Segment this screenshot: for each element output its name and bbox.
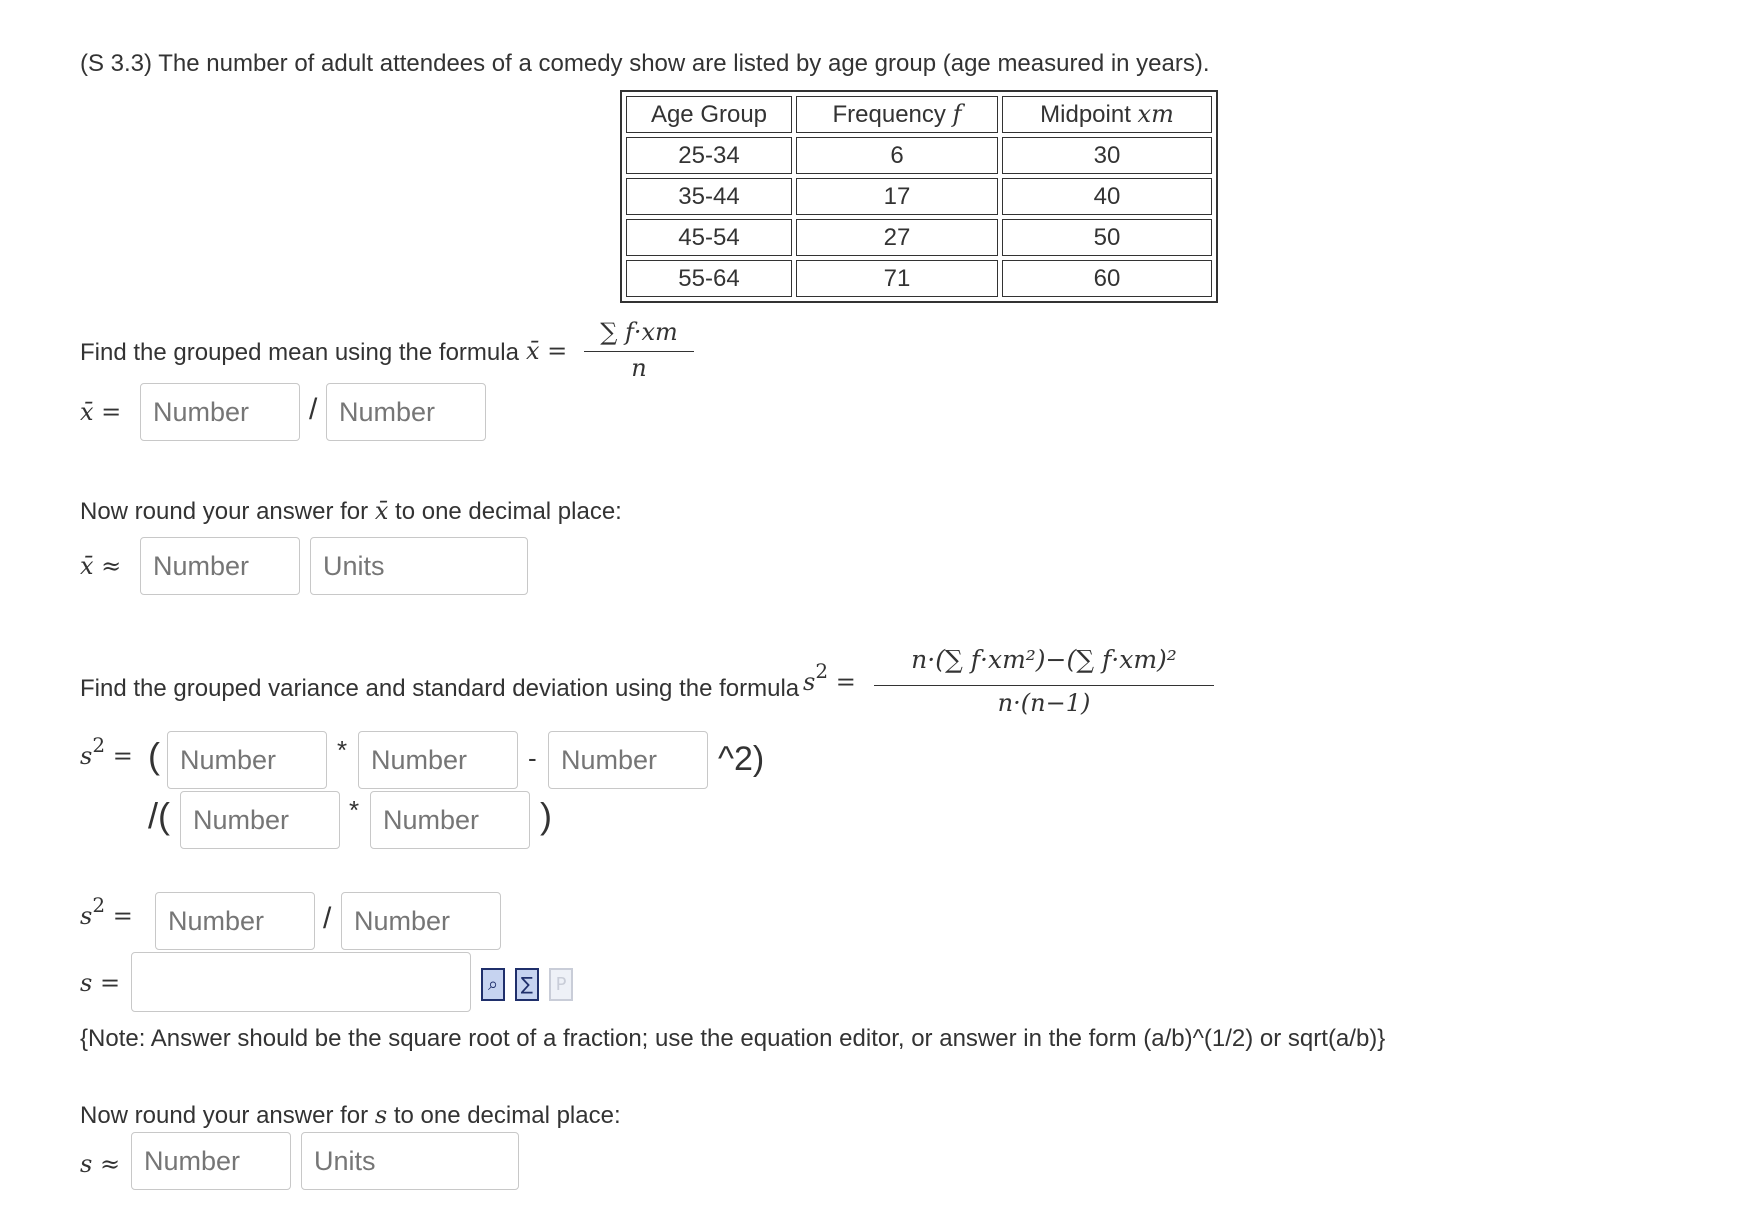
- approx-mean-lhs: x̄ ≈: [80, 552, 122, 580]
- cell-frequency: 27: [796, 219, 998, 256]
- table-row: [626, 219, 1212, 256]
- rounded-s-units-input[interactable]: [301, 1132, 519, 1190]
- variance-prompt: Find the grouped variance and standard deviation using the formula: [80, 675, 800, 702]
- rounded-mean-input[interactable]: [140, 537, 300, 595]
- approx-s-lhs: s ≈: [80, 1150, 121, 1178]
- divide-open: /(: [148, 795, 170, 836]
- power-close: ^2): [718, 740, 765, 778]
- cell-frequency: 71: [796, 260, 998, 297]
- cell-midpoint: 60: [1002, 260, 1212, 297]
- frequency-table: [620, 90, 1218, 303]
- round-mean-symbol: x̄: [374, 497, 389, 525]
- mean-formula-numerator: ∑ f·xm: [600, 318, 678, 346]
- header-midpoint: Midpoint xm: [1002, 96, 1212, 133]
- header-frequency: Frequency f: [796, 96, 998, 133]
- mean-numerator-input[interactable]: [140, 383, 300, 441]
- cell-age-group: 25-34: [626, 137, 792, 174]
- variance-sum-fxm-input[interactable]: [548, 731, 708, 789]
- times-sign-1: *: [337, 735, 348, 765]
- mean-denominator-input[interactable]: [326, 383, 486, 441]
- rounded-s-input[interactable]: [131, 1132, 291, 1190]
- times-sign-2: *: [349, 795, 360, 825]
- minus-sign: -: [528, 743, 537, 773]
- s2-denominator-input[interactable]: [341, 892, 501, 950]
- paste-icon: P: [549, 968, 573, 1001]
- cell-age-group: 45-54: [626, 219, 792, 256]
- preview-icon[interactable]: ⌕: [481, 968, 505, 1001]
- header-age-group: Age Group: [626, 96, 792, 133]
- table-row: [626, 178, 1212, 215]
- mean-lhs: x̄ =: [80, 398, 122, 426]
- note-text: {Note: Answer should be the square root of a fraction; use the equation editor, or answer in the form (a/b)^(1/2) or sqrt(a/b)}: [80, 1025, 1386, 1052]
- mean-slash: /: [309, 393, 318, 426]
- cell-frequency: 17: [796, 178, 998, 215]
- s2-lhs-2: $s^2$ =: [80, 893, 133, 930]
- mean-formula-lhs: x̄ =: [526, 337, 568, 365]
- variance-sum-fxm2-input[interactable]: [358, 731, 518, 789]
- cell-midpoint: 40: [1002, 178, 1212, 215]
- s2-slash: /: [323, 902, 332, 935]
- mean-formula-fraction: [584, 314, 694, 384]
- cell-age-group: 35-44: [626, 178, 792, 215]
- cell-frequency: 6: [796, 137, 998, 174]
- question-intro: (S 3.3) The number of adult attendees of a comedy show are listed by age group (age measured in years).: [80, 50, 1210, 77]
- table-row: [626, 137, 1212, 174]
- s2-numerator-input[interactable]: [155, 892, 315, 950]
- round-s-symbol: s: [374, 1101, 388, 1129]
- round-s-prompt: Now round your answer for s to one decimal place:: [80, 1101, 621, 1129]
- table-header-row: [626, 96, 1212, 133]
- open-paren: (: [148, 735, 160, 776]
- variance-formula-numerator: n·(∑ f·xm²)−(∑ f·xm)²: [911, 645, 1177, 674]
- cell-midpoint: 30: [1002, 137, 1212, 174]
- s2-lhs-1: $s^2$ =: [80, 733, 133, 770]
- variance-formula-lhs: $s^2$ =: [803, 659, 856, 696]
- table-row: [626, 260, 1212, 297]
- variance-formula-fraction: [874, 640, 1214, 720]
- mean-formula-denominator: n: [631, 354, 647, 382]
- std-dev-input[interactable]: [131, 952, 471, 1012]
- s-lhs: s =: [80, 969, 121, 997]
- variance-denominator-n-minus-1-input[interactable]: [370, 791, 530, 849]
- mean-prompt: Find the grouped mean using the formula: [80, 339, 519, 366]
- variance-n-input[interactable]: [167, 731, 327, 789]
- cell-midpoint: 50: [1002, 219, 1212, 256]
- round-mean-prompt: Now round your answer for x̄ to one decimal place:: [80, 497, 622, 525]
- close-paren: ): [540, 795, 552, 836]
- variance-denominator-n-input[interactable]: [180, 791, 340, 849]
- equation-editor-icon[interactable]: ∑: [515, 968, 539, 1001]
- variance-formula-denominator: n·(n−1): [997, 689, 1091, 717]
- cell-age-group: 55-64: [626, 260, 792, 297]
- rounded-mean-units-input[interactable]: [310, 537, 528, 595]
